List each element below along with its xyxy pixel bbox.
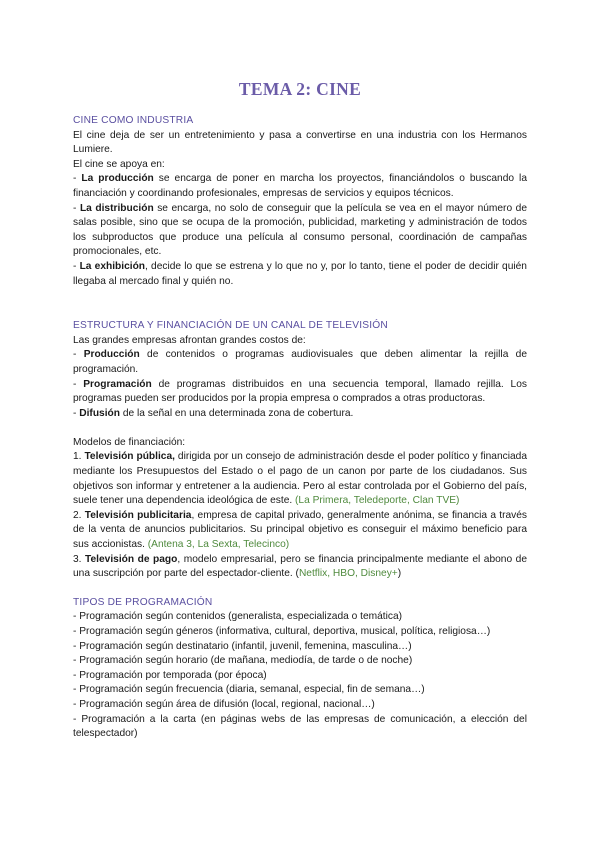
section-heading: ESTRUCTURA Y FINANCIACIÓN DE UN CANAL DE TELEVISIÓN [73,320,388,332]
term: La exhibición [79,260,146,272]
list-item: - Programación de programas distribuidos en una secuencia temporal, llamado rejilla. Los programas pueden ser producidos por la propia empresa o comprados a otras productoras. [73,378,527,405]
list-item: - Programación a la carta (en páginas webs de las empresas de comunicación, a elección del telespectador) [73,713,527,740]
section-heading: CINE COMO INDUSTRIA [73,115,194,126]
term: Programación [83,378,152,390]
list-item: - Programación según destinatario (infantil, juvenil, femenina, masculina…) [73,640,412,652]
term: Televisión publicitaria [84,509,192,521]
spacer [73,421,527,436]
numbered-item: 1. Televisión pública, dirigida por un consejo de administración desde el poder político y financiada mediante los Presupuestos del Estado o el pago de un canon por parte de los ciudadanos. Sus objetivos son informar y entretener a la audiencia. Pero al estar controlada por el Gobierno del país, suele tener una dependencia ideológica de este. (La Primera, Teledeporte, Clan TVE) [73,451,527,507]
numbered-item: 3. Televisión de pago, modelo empresarial, pero se financia principalmente mediante el abono de una suscripción por parte del espectador-cliente. (Netflix, HBO, Disney+) [73,553,528,580]
section-estructura-tv [73,319,527,582]
paragraph: Modelos de financiación: [73,436,186,448]
term: Producción [83,349,140,361]
term: La distribución [79,202,154,214]
list-item: - Producción de contenidos o programas audiovisuales que deben alimentar la rejilla de programación. [73,349,527,375]
term: La producción [81,173,154,185]
list-item: - Programación según horario (de mañana, mediodía, de tarde o de noche) [73,655,413,667]
section-tipos-programacion [73,596,527,742]
list-item: - La distribución se encarga, no solo de conseguir que la película se vea en el mayor número de salas posible, sino que se ocupa de la promoción, publicidad, marketing y administración de todos los subproductos que produce una película al consumo personal, coordinación de campañas promocionales, etc. [73,202,527,258]
section-cine-industria [73,114,527,289]
list-item: - Programación según contenidos (generalista, especializada o temática) [73,611,403,623]
term: Difusión [79,407,120,419]
paragraph: El cine se apoya en: [73,158,165,170]
list-item: - Programación por temporada (por época) [73,669,267,681]
list-item: - Difusión de la señal en una determinada zona de cobertura. [73,407,354,419]
examples: (La Primera, Teledeporte, Clan TVE) [295,495,460,507]
list-item: - Programación según área de difusión (local, regional, nacional…) [73,698,375,710]
term: Televisión de pago [85,553,178,565]
page-title: TEMA 2: CINE [238,79,362,99]
list-item: - Programación según géneros (informativa, cultural, deportiva, musical, política, religiosa…) [73,626,491,637]
list-item: - La exhibición, decide lo que se estrena y lo que no y, por lo tanto, tiene el poder de decidir quién llegaba al mercado final y quién no. [73,260,527,287]
paragraph: El cine deja de ser un entretenimiento y pasa a convertirse en una industria con los Hermanos Lumiere. [73,129,527,156]
section-heading: TIPOS DE PROGRAMACIÓN [73,596,213,608]
list-item: - La producción se encarga de poner en marcha los proyectos, financiándolos o buscando la financiación y coordinando profesionales, empresas de servicios y equipos técnicos. [73,173,527,199]
paragraph: Las grandes empresas afrontan grandes costos de: [73,334,306,346]
examples: (Antena 3, La Sexta, Telecinco) [147,539,290,551]
numbered-item: 2. Televisión publicitaria, empresa de capital privado, generalmente anónima, se financia a través de la venta de anuncios publicitarios. Su principal objetivo es conseguir el máximo beneficio para sus accionistas. (Antena 3, La Sexta, Telecinco) [73,509,527,551]
examples: Netflix, HBO, Disney+ [298,568,398,580]
list-item: - Programación según frecuencia (diaria, semanal, especial, fin de semana…) [73,684,425,696]
term: Televisión pública, [84,451,175,463]
